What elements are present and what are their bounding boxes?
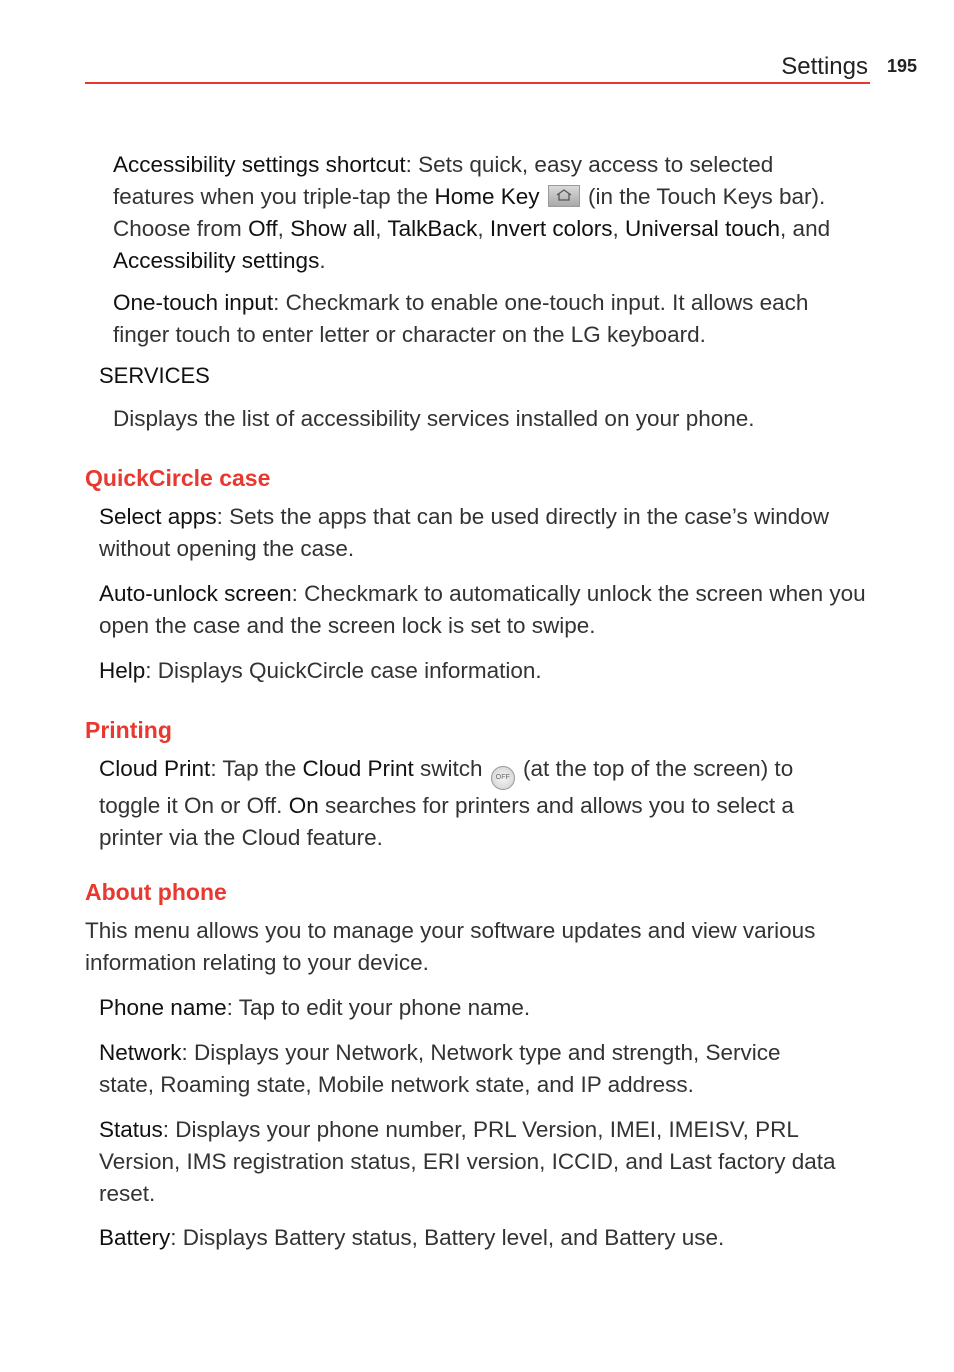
home-key-icon bbox=[548, 185, 580, 207]
term: Accessibility settings shortcut bbox=[113, 152, 406, 177]
text: , bbox=[375, 216, 388, 241]
header-title: Settings bbox=[781, 53, 868, 80]
term: One-touch input bbox=[113, 290, 274, 315]
term: Select apps bbox=[99, 504, 217, 529]
term: Home Key bbox=[434, 184, 540, 209]
text: : Displays QuickCircle case information. bbox=[145, 658, 542, 683]
text: searches for printers and allows you to select a printer via the Cloud feature. bbox=[99, 793, 794, 850]
battery-paragraph bbox=[99, 1222, 869, 1254]
text: : Checkmark to automatically unlock the screen when you open the case and the screen lock is set to swipe. bbox=[99, 581, 866, 638]
text: (in the Touch Keys bar). Choose from bbox=[113, 184, 826, 241]
select-apps-paragraph bbox=[99, 501, 869, 565]
services-description: Displays the list of accessibility services installed on your phone. bbox=[113, 406, 755, 431]
auto-unlock-paragraph bbox=[99, 578, 869, 642]
page-number: 195 bbox=[887, 56, 918, 76]
services-heading: SERVICES bbox=[99, 363, 210, 388]
term: Cloud Print bbox=[99, 756, 211, 781]
accessibility-shortcut-paragraph bbox=[113, 149, 853, 277]
term: Universal touch bbox=[624, 216, 781, 241]
text: : Checkmark to enable one-touch input. It allows each finger touch to enter letter or character on the LG keyboard. bbox=[113, 290, 809, 347]
text: : Sets quick, easy access to selected features when you triple-tap the bbox=[113, 152, 774, 209]
page-header bbox=[85, 50, 870, 84]
term: On bbox=[288, 793, 319, 818]
text: : Tap the bbox=[210, 756, 303, 781]
phone-name-paragraph bbox=[99, 992, 869, 1024]
text: , and bbox=[780, 216, 831, 241]
quickcircle-heading: QuickCircle case bbox=[85, 465, 271, 491]
text: : Displays your phone number, PRL Version, IMEI, IMEISV, PRL Version, IMS registration status, ERI version, ICCID, and Last factory data reset. bbox=[99, 1117, 836, 1206]
about-phone-intro: This menu allows you to manage your software updates and view various information relating to your device. bbox=[85, 918, 816, 975]
about-phone-heading: About phone bbox=[85, 879, 227, 905]
text: , bbox=[477, 216, 490, 241]
term: Help bbox=[99, 658, 146, 683]
text: : Displays your Network, Network type and strength, Service state, Roaming state, Mobile network state, and IP address. bbox=[99, 1040, 781, 1097]
term: Network bbox=[99, 1040, 182, 1065]
network-paragraph bbox=[99, 1037, 839, 1101]
cloud-print-paragraph bbox=[99, 753, 844, 854]
term: TalkBack bbox=[387, 216, 478, 241]
text: switch bbox=[413, 756, 489, 781]
text: . bbox=[319, 248, 326, 273]
text: : Displays Battery status, Battery level, and Battery use. bbox=[170, 1225, 725, 1250]
text: : Tap to edit your phone name. bbox=[226, 995, 531, 1020]
status-paragraph bbox=[99, 1114, 869, 1210]
help-paragraph bbox=[99, 655, 869, 687]
printing-heading: Printing bbox=[85, 717, 172, 743]
text: (at the top of the screen) to toggle it On or Off. bbox=[99, 756, 794, 818]
term: Battery bbox=[99, 1225, 171, 1250]
term: Status bbox=[99, 1117, 163, 1142]
text: , bbox=[277, 216, 291, 241]
term: Invert colors bbox=[489, 216, 613, 241]
text: , bbox=[612, 216, 625, 241]
off-switch-icon: OFF bbox=[491, 766, 515, 790]
term: Off bbox=[248, 216, 278, 241]
one-touch-input-paragraph bbox=[113, 287, 858, 351]
term: Cloud Print bbox=[302, 756, 414, 781]
text: : Sets the apps that can be used directly in the case’s window without opening the case. bbox=[99, 504, 830, 561]
term: Phone name bbox=[99, 995, 227, 1020]
term: Accessibility settings bbox=[113, 248, 320, 273]
term: Auto-unlock screen bbox=[99, 581, 292, 606]
term: Show all bbox=[290, 216, 376, 241]
